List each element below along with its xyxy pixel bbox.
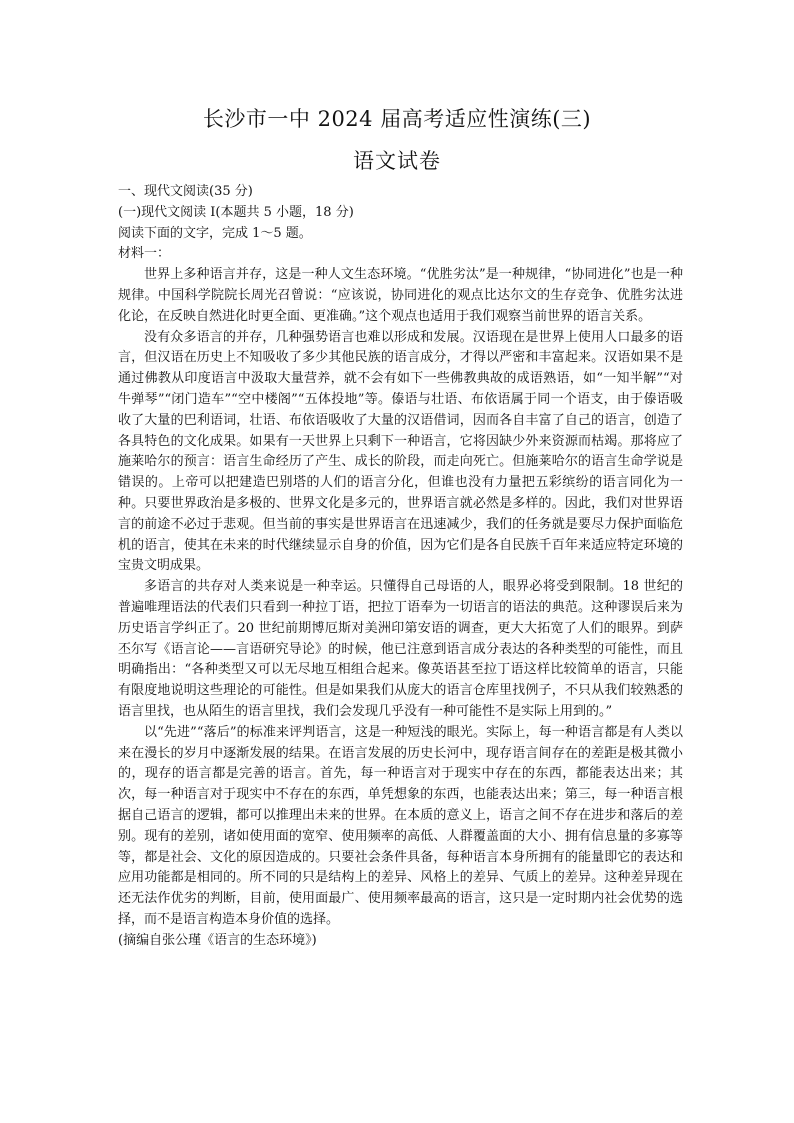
paragraph-4: 以“先进”“落后”的标准来评判语言，这是一种短浅的眼光。实际上，每一种语言都是有人类以来在漫长的岁月中逐渐发展的结果。在语言发展的历史长河中，现存语言间存在的差距是极其微小的，现存的语言都是完善的语言。首先，每一种语言对于现实中存在的东西，都能表达出来；其次，每一种语言对于现实中不存在的东西，单凭想象的东西，也能表达出来；第三，每一种语言根据自己语言的逻辑，都可以推理出未来的世界。在本质的意义上，语言之间不存在进步和落后的差别。现有的差别，诸如使用面的宽窄、使用频率的高低、人群覆盖面的大小、拥有信息量的多寡等等，都是社会、文化的原因造成的。只要社会条件具备，每种语言本身所拥有的能量即它的表达和应用功能都是相同的。所不同的只是结构上的差异、风格上的差异、气质上的差异。这种差异现在还无法作优劣的判断，目前，使用面最广、使用频率最高的语言，这只是一定时期内社会优势的选择，而不是语言构造本身价值的选择。 xyxy=(118,724,683,927)
paragraph-1: 世界上多种语言并存，这是一种人文生态环境。“优胜劣汰”是一种规律，“协同进化”也是一种规律。中国科学院院长周光召曾说：“应该说，协同进化的观点比达尔文的生存竞争、优胜劣汰进化论，在反映自然进化时更全面、更准确。”这个观点也适用于我们观察当前世界的语言关系。 xyxy=(118,267,683,324)
section-heading: 一、现代文阅读(35 分) xyxy=(118,184,253,199)
paragraph-2: 没有众多语言的并存，几种强势语言也难以形成和发展。汉语现在是世界上使用人口最多的语言，但汉语在历史上不知吸收了多少其他民族的语言成分，才得以严密和丰富起来。汉语如果不是通过佛教从印度语言中汲取大量营养，就不会有如下一些佛教典故的成语熟语，如“一知半解”“对牛弹琴”“闭门造车”“空中楼阁”“五体投地”等。傣语与壮语、布依语属于同一个语支，由于傣语吸收了大量的巴利语词，壮语、布依语吸收了大量的汉语借词，因而各自丰富了自己的语言，创造了各具特色的文化成果。如果有一天世界上只剩下一种语言，它将因缺少外来资源而枯竭。那将应了施莱哈尔的预言：语言生命经历了产生、成长的阶段，而走向死亡。但施莱哈尔的语言生命学说是错误的。上帝可以把建造巴别塔的人们的语言分化，但谁也没有力量把五彩缤纷的语言同化为一种。只要世界政治是多极的、世界文化是多元的，世界语言就必然是多样的。因此，我们对世界语言的前途不必过于悲观。但当前的事实是世界语言在迅速减少，我们的任务就是要尽力保护面临危机的语言，使其在未来的时代继续显示自身的价值，因为它们是各自民族千百年来适应特定环境的宝贵文明成果。 xyxy=(118,329,683,574)
reading-section xyxy=(118,182,683,951)
paragraph-3: 多语言的共存对人类来说是一种幸运。只懂得自己母语的人，眼界必将受到限制。18 世纪的普遍唯理语法的代表们只看到一种拉丁语，把拉丁语奉为一切语言的语法的典范。这种谬误后来为历史语言学纠正了。20 世纪前期博厄斯对美洲印第安语的调查，更大大拓宽了人们的眼界。到萨丕尔写《语言论——言语研究导论》的时候，他已注意到语言成分表达的各种类型的可能性，而且明确指出：“各种类型又可以无尽地互相组合起来。像英语甚至拉丁语这样比较简单的语言，只能有限度地说明这些理论的可能性。但是如果我们从庞大的语言仓库里找例子，不只从我们较熟悉的语言里找，也从陌生的语言里找，我们会发现几乎没有一种可能性不是实际上用到的。” xyxy=(118,579,683,719)
section-instruction: 阅读下面的文字，完成 1～5 题。 xyxy=(118,225,312,241)
source-citation: (摘编自张公瑾《语言的生态环境》) xyxy=(118,932,317,948)
exam-title: 长沙市一中 2024 届高考适应性演练(三) xyxy=(202,107,592,131)
section-subheading: (一)现代文阅读 I(本题共 5 小题，18 分) xyxy=(118,204,354,220)
material-label: 材料一： xyxy=(118,246,171,262)
exam-subtitle: 语文试卷 xyxy=(353,149,441,173)
